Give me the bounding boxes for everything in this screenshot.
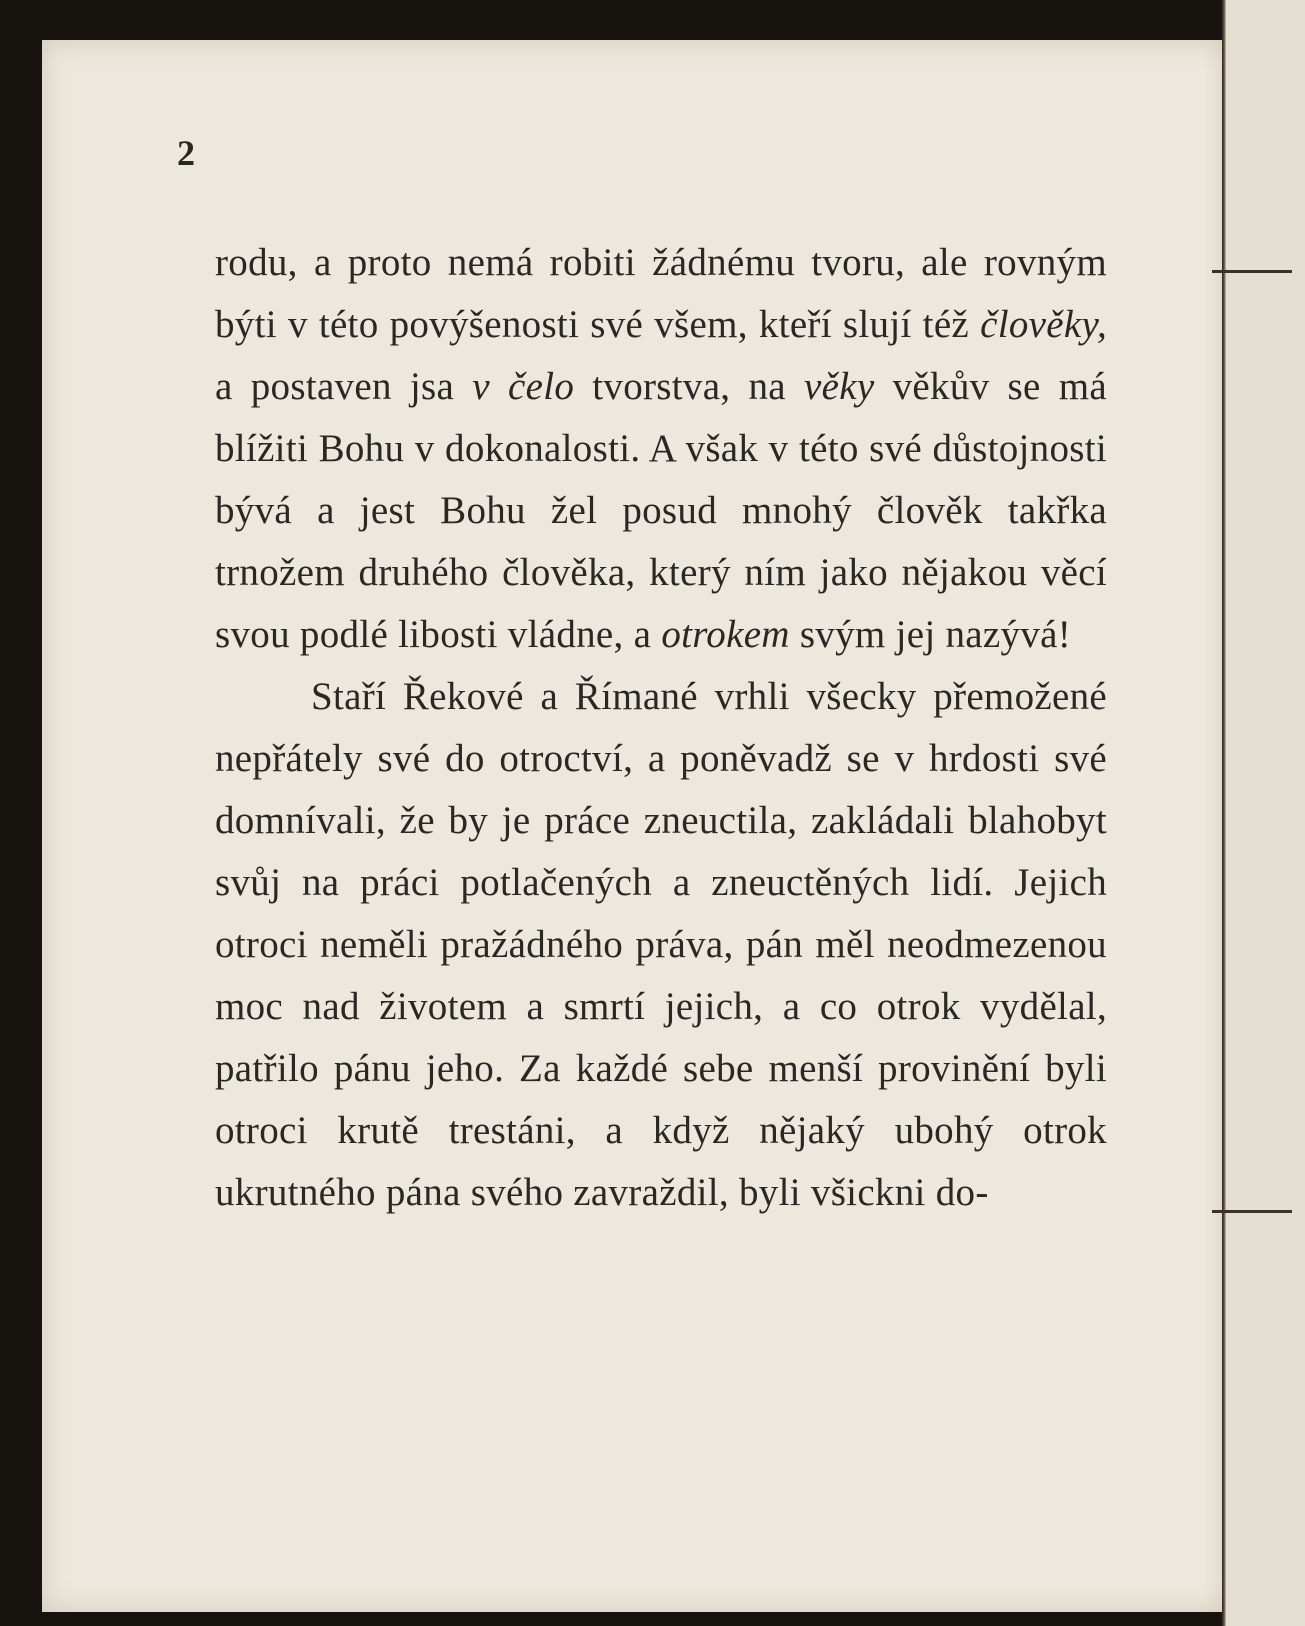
binding-thread: [1212, 1210, 1292, 1213]
text-run: tvorstva, na: [574, 365, 805, 408]
book-page: [42, 40, 1252, 1612]
text-run: a postaven jsa: [215, 365, 473, 408]
text-run: věkův se má blížiti Bohu v dokonalosti. A však v této své důstojnosti bývá a jest Bohu žel posud mnohý člověk takřka trnožem druhého člověka, který ním jako nějakou věcí svou podlé libosti vládne, a: [215, 365, 1108, 656]
text-run: svým jej nazývá!: [789, 613, 1072, 656]
text-run: rodu, a proto nemá robiti žádnému tvoru, ale rovným býti v této povýšenosti své všem, kteří slují též: [215, 241, 1107, 346]
body-text: [215, 232, 1107, 1224]
italic-word: otrokem: [661, 613, 790, 656]
paragraph-2: Staří Řekové a Římané vrhli všecky přemožené nepřátely své do otroctví, a poněvadž se v hrdosti své domnívali, že by je práce zneuctila, zakládali blahobyt svůj na práci potlačených a zneuctěných lidí. Jejich otroci neměli pražádného práva, pán měl neodmezenou moc nad životem a smrtí jejich, a co otrok vydělal, patřilo pánu jeho. Za každé sebe menší provinění byli otroci krutě trestáni, a když nějaký ubohý otrok ukrutného pána svého zavraždil, byli všickni do-: [215, 675, 1107, 1214]
page-number: 2: [177, 133, 195, 173]
adjacent-page-edge: [1226, 0, 1305, 1626]
italic-word: člověky,: [980, 303, 1107, 346]
paragraph-1: [215, 232, 1107, 666]
binding-thread: [1212, 270, 1292, 273]
italic-word: věky: [804, 365, 875, 408]
italic-word: v čelo: [472, 365, 575, 408]
